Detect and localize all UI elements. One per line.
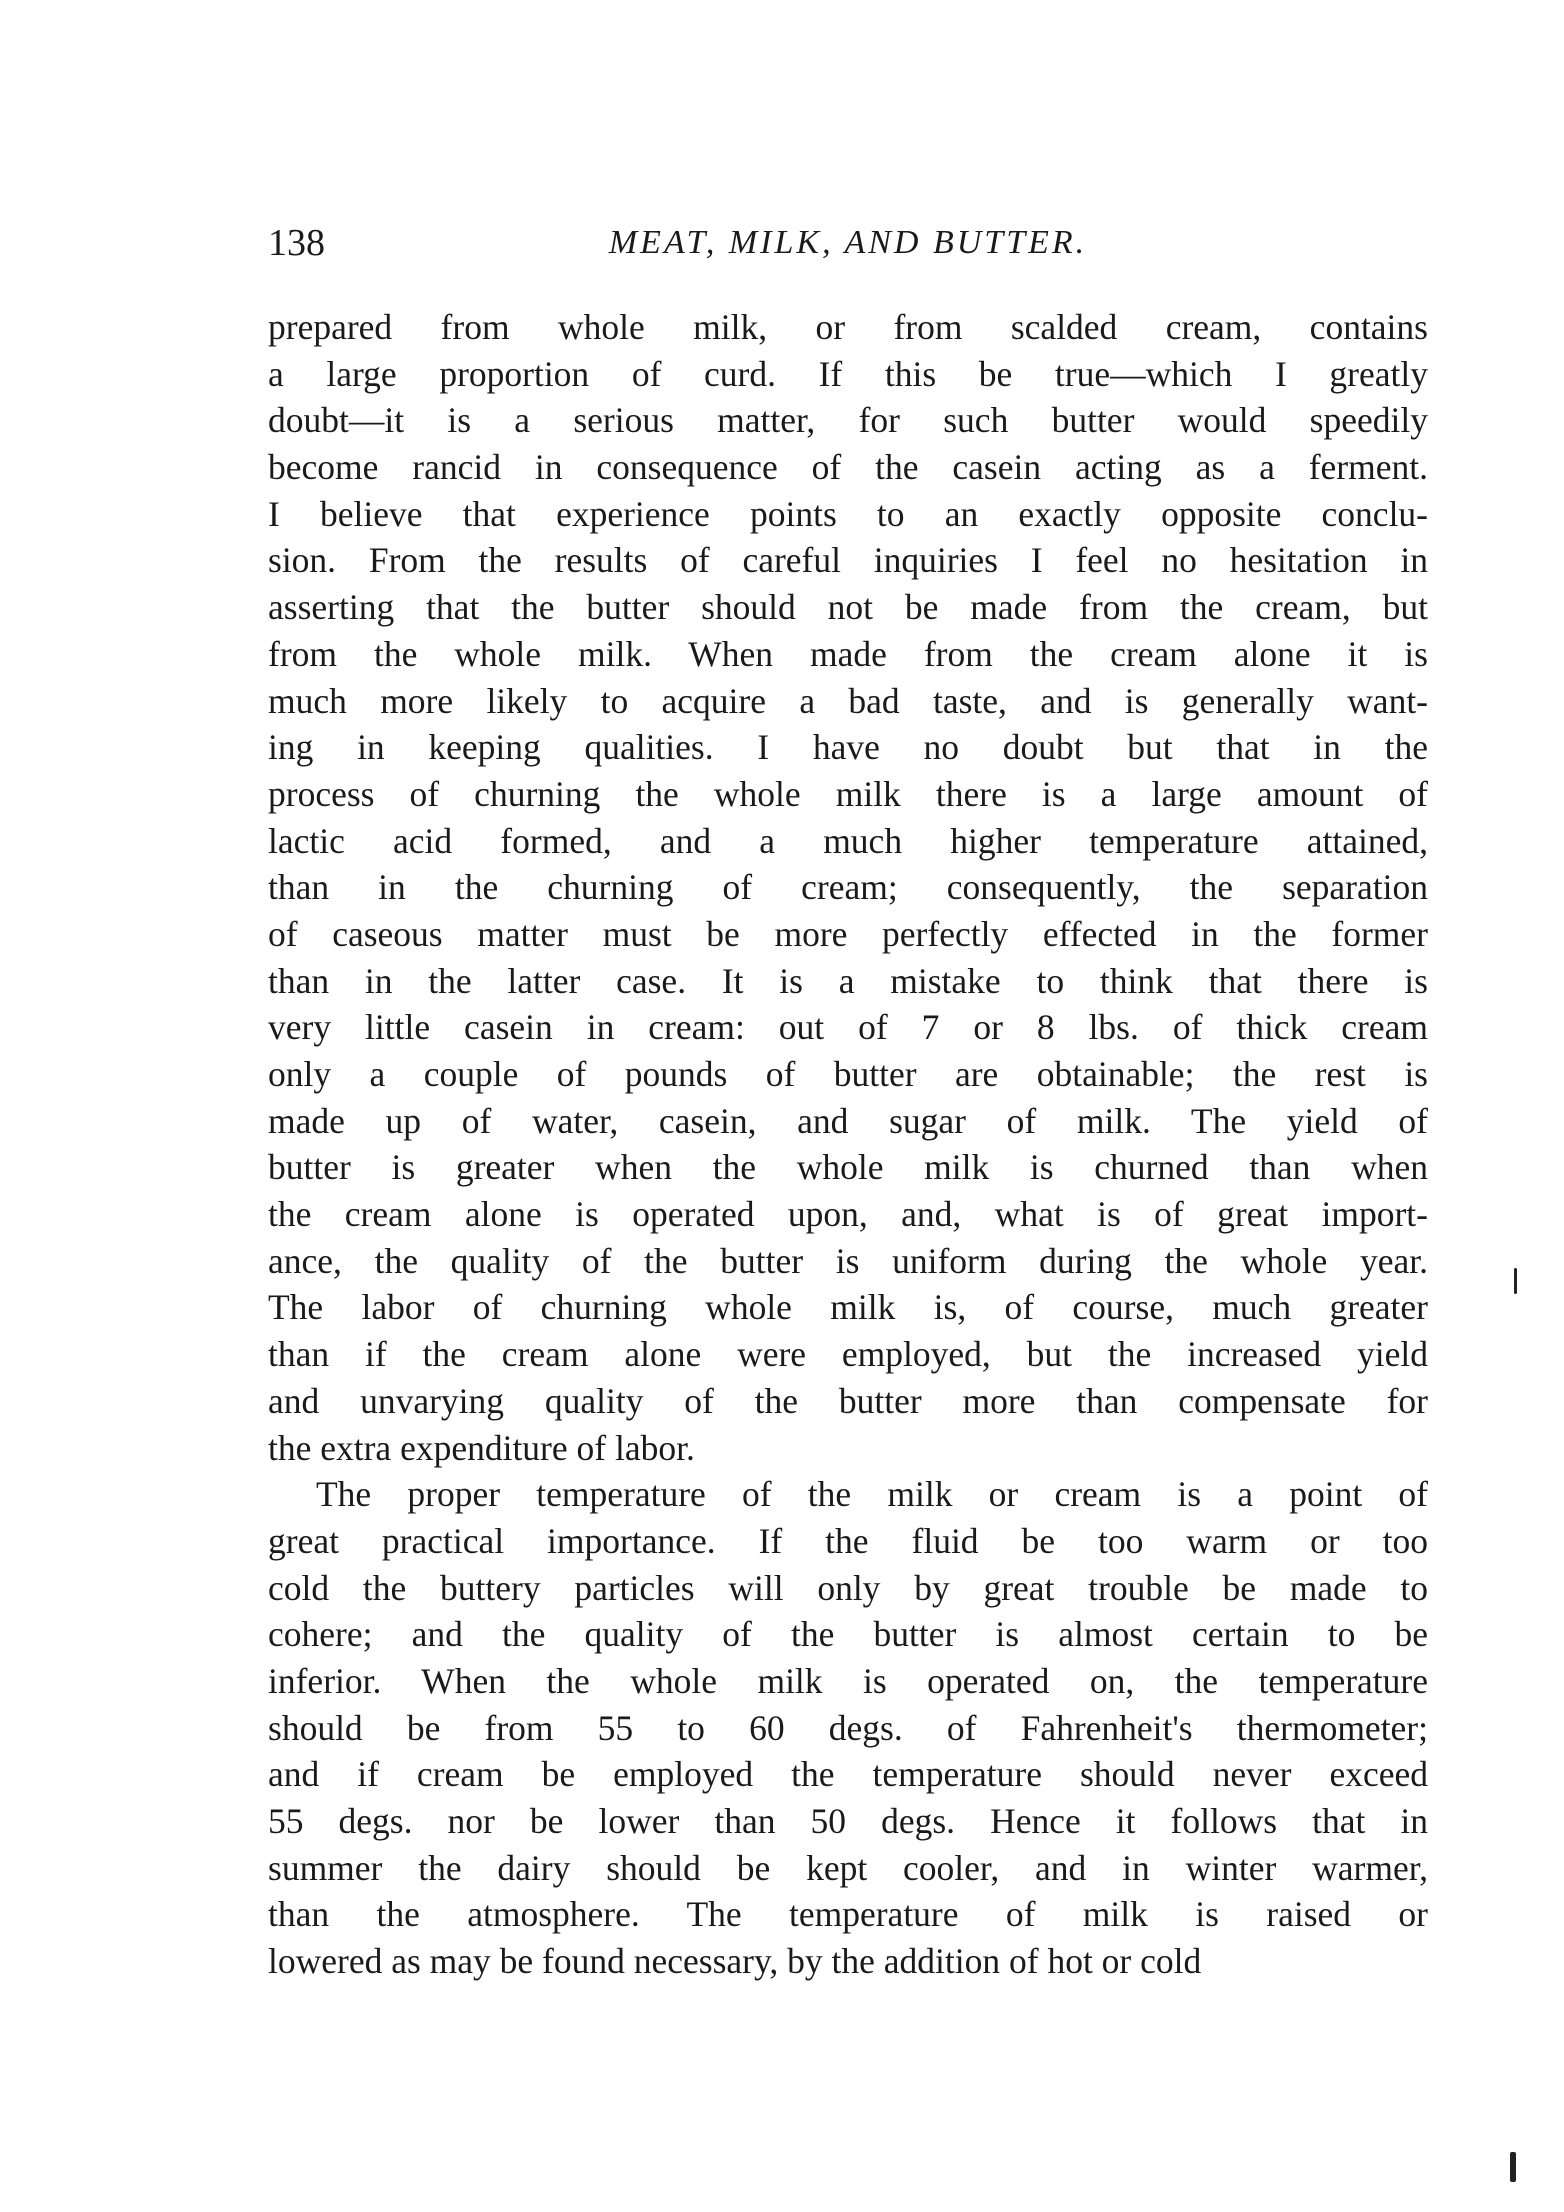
text-line: only a couple of pounds of butter are obtainable; the rest is bbox=[268, 1054, 1428, 1094]
text-line: much more likely to acquire a bad taste, and is generally want- bbox=[268, 680, 1428, 721]
text-line: lowered as may be found necessary, by the addition of hot or cold bbox=[268, 1941, 1202, 1982]
text-line: a large proportion of curd. If this be true—which I greatly bbox=[268, 353, 1428, 394]
text-line: 55 degs. nor be lower than 50 degs. Hence it follows that in bbox=[268, 1801, 1428, 1841]
text-line: than the atmosphere. The temperature of milk is raised or bbox=[268, 1894, 1428, 1935]
text-line: prepared from whole milk, or from scalded cream, contains bbox=[268, 307, 1428, 347]
text-line: and if cream be employed the temperature should never exceed bbox=[268, 1754, 1428, 1795]
text-line: than in the latter case. It is a mistake to think that there is bbox=[268, 960, 1428, 1001]
text-line: the extra expenditure of labor. bbox=[268, 1427, 695, 1468]
text-line: summer the dairy should be kept cooler, and in winter warmer, bbox=[268, 1847, 1428, 1888]
print-mark bbox=[1510, 2152, 1516, 2182]
running-head bbox=[268, 218, 1428, 268]
text-line: The labor of churning whole milk is, of course, much greater bbox=[268, 1287, 1428, 1328]
running-title: MEAT, MILK, AND BUTTER. bbox=[608, 224, 1088, 261]
text-line: asserting that the butter should not be made from the cream, but bbox=[268, 587, 1428, 628]
text-line: I believe that experience points to an exactly opposite conclu- bbox=[268, 493, 1428, 534]
text-line: from the whole milk. When made from the cream alone it is bbox=[268, 633, 1428, 674]
text-line: of caseous matter must be more perfectly effected in the former bbox=[268, 913, 1428, 954]
text-line: doubt—it is a serious matter, for such butter would speedily bbox=[268, 400, 1428, 441]
text-line: than in the churning of cream; consequently, the separation bbox=[268, 867, 1428, 908]
text-line: than if the cream alone were employed, but the increased yield bbox=[268, 1334, 1428, 1375]
text-line: butter is greater when the whole milk is churned than when bbox=[268, 1147, 1428, 1188]
text-line: cohere; and the quality of the butter is almost certain to be bbox=[268, 1614, 1428, 1655]
text-line: made up of water, casein, and sugar of milk. The yield of bbox=[268, 1100, 1428, 1141]
text-line: and unvarying quality of the butter more than compensate for bbox=[268, 1380, 1428, 1421]
page-number: 138 bbox=[268, 222, 325, 264]
text-line: great practical importance. If the fluid be too warm or too bbox=[268, 1520, 1428, 1561]
body-text bbox=[268, 304, 1428, 1985]
text-line: cold the buttery particles will only by great trouble be made to bbox=[268, 1567, 1428, 1608]
text-line: become rancid in consequence of the casein acting as a ferment. bbox=[268, 447, 1428, 488]
text-line: sion. From the results of careful inquiries I feel no hesitation in bbox=[268, 540, 1428, 581]
text-line: should be from 55 to 60 degs. of Fahrenheit's thermometer; bbox=[268, 1707, 1428, 1748]
text-line: inferior. When the whole milk is operated on, the temperature bbox=[268, 1660, 1428, 1701]
print-mark bbox=[1514, 1268, 1517, 1294]
text-line: lactic acid formed, and a much higher temperature attained, bbox=[268, 820, 1428, 861]
text-line: very little casein in cream: out of 7 or 8 lbs. of thick cream bbox=[268, 1007, 1428, 1048]
text-line: ance, the quality of the butter is uniform during the whole year. bbox=[268, 1240, 1428, 1281]
text-line: process of churning the whole milk there is a large amount of bbox=[268, 773, 1428, 814]
text-line: ing in keeping qualities. I have no doubt but that in the bbox=[268, 727, 1428, 768]
text-line: the cream alone is operated upon, and, what is of great import- bbox=[268, 1194, 1428, 1235]
text-line: The proper temperature of the milk or cream is a point of bbox=[316, 1474, 1428, 1515]
